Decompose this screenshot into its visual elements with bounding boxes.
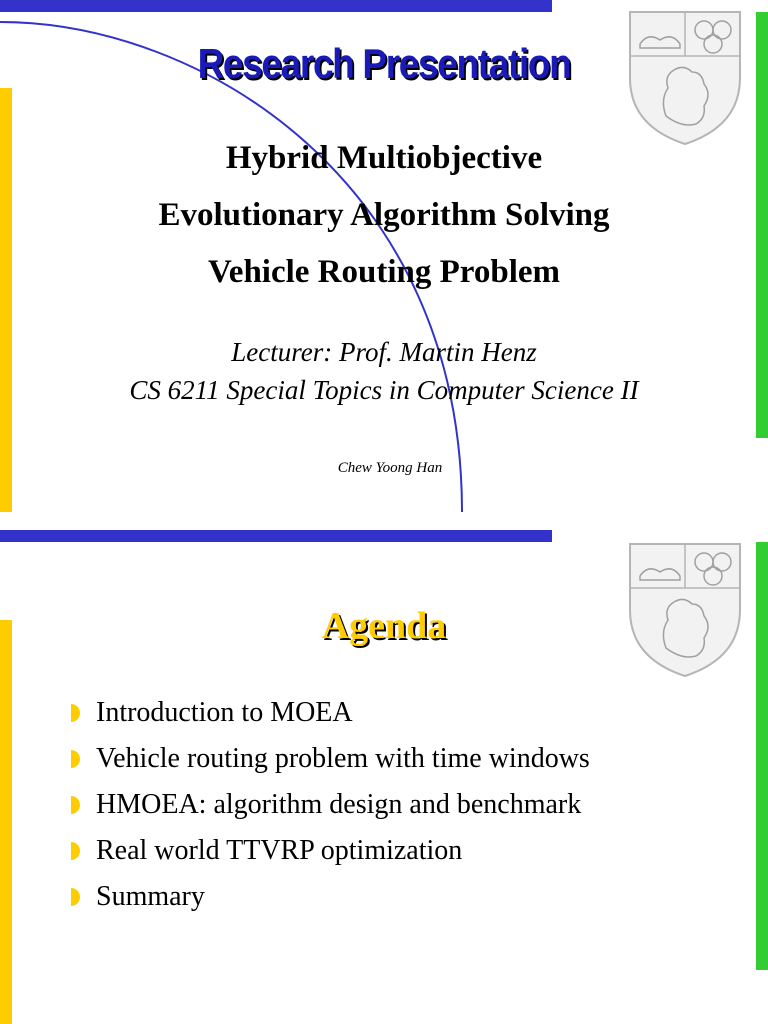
subtitle-line: Vehicle Routing Problem [208, 254, 560, 290]
agenda-title: Agenda [321, 605, 447, 647]
list-item-text: HMOEA: algorithm design and benchmark [96, 789, 582, 820]
left-yellow-bar [0, 88, 12, 512]
list-item-text: Introduction to MOEA [96, 697, 353, 728]
agenda-slide [0, 512, 768, 1024]
left-yellow-bar [0, 620, 12, 1024]
list-item-text: Real world TTVRP optimization [96, 835, 463, 866]
half-circle-bullet-icon [68, 749, 86, 769]
page-title: Research Presentation [197, 40, 571, 87]
right-green-bar [756, 12, 768, 438]
half-circle-bullet-icon [68, 887, 86, 907]
list-item-text: Vehicle routing problem with time windows [96, 743, 590, 774]
course-line: CS 6211 Special Topics in Computer Science II [129, 375, 639, 405]
half-circle-bullet-icon [68, 703, 86, 723]
list-item [68, 736, 590, 782]
list-item [68, 828, 590, 874]
author-name: Chew Yoong Han [337, 460, 443, 476]
subtitle-line: Evolutionary Algorithm Solving [158, 197, 610, 233]
agenda-list [68, 690, 590, 920]
list-item [68, 874, 590, 920]
list-item [68, 690, 590, 736]
half-circle-bullet-icon [68, 841, 86, 861]
list-item-text: Summary [96, 881, 205, 912]
subtitle-line: Hybrid Multiobjective [225, 140, 543, 176]
half-circle-bullet-icon [68, 795, 86, 815]
list-item [68, 782, 590, 828]
top-blue-bar [0, 0, 552, 12]
top-blue-bar [0, 530, 552, 542]
lecturer-line: Lecturer: Prof. Martin Henz [231, 337, 537, 367]
